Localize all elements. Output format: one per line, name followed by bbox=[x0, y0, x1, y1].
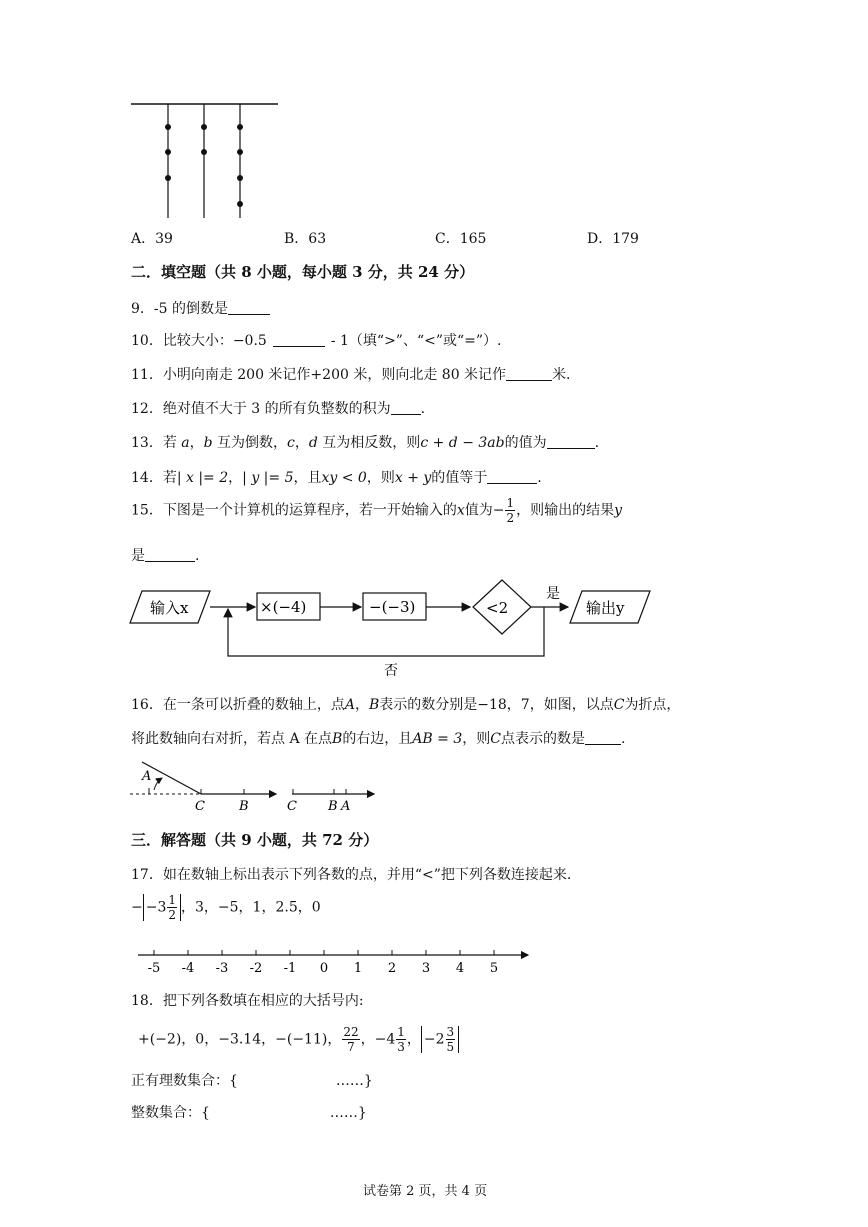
number-line-label: 3 bbox=[421, 961, 431, 976]
flow-input-label: 输入x bbox=[150, 599, 189, 617]
flow-yes-label: 是 bbox=[546, 586, 560, 602]
fraction-1-3: $\frac{1}{3}$ bbox=[397, 1025, 405, 1054]
number-line-label: -4 bbox=[181, 961, 195, 976]
set-positive-rational[interactable]: 正有理数集合：{ ……} bbox=[131, 1073, 373, 1089]
absolute-mixed-number: −2 $\frac{3}{5}$ bbox=[421, 1026, 459, 1053]
question-17: 17．如在数轴上标出表示下列各数的点，并用“<”把下列各数连接起来. bbox=[131, 867, 572, 883]
fraction-22-7: $\frac{22}{7}$ bbox=[343, 1025, 359, 1054]
fold-label-b2: B bbox=[328, 799, 338, 814]
page-footer: 试卷第 2 页，共 4 页 bbox=[363, 1184, 488, 1199]
question-15-line2: 是 . bbox=[131, 548, 200, 564]
option-b[interactable]: B．63 bbox=[284, 231, 327, 247]
answer-blank-13[interactable] bbox=[547, 434, 595, 449]
section-2-title: 二．填空题（共 8 小题，每小题 3 分，共 24 分） bbox=[131, 263, 475, 281]
abacus-figure bbox=[128, 98, 282, 222]
question-10: 10．比较大小：−0.5 - 1（填“>”、“<”或“=”）. bbox=[131, 333, 502, 349]
number-line-label: 1 bbox=[353, 961, 363, 976]
number-line bbox=[128, 944, 538, 978]
question-12: 12．绝对值不大于 3 的所有负整数的积为 . bbox=[131, 401, 426, 417]
question-9: 9．-5 的倒数是 bbox=[131, 298, 270, 318]
flow-decision-label: <2 bbox=[486, 599, 509, 617]
question-14: 14．若| x |= 2，| y |= 5，且xy < 0，则x + y的值等于 . bbox=[131, 470, 542, 486]
flow-output-label: 输出y bbox=[586, 599, 625, 617]
question-18-numbers: +(−2)，0，−3.14，−(−11)， $\frac{22}{7}$ ，−4 $\frac{1}{3}$ ， −2 $\frac{3}{5}$ bbox=[138, 1026, 459, 1053]
number-line-label: -1 bbox=[283, 961, 297, 976]
section-3-title: 三．解答题（共 9 小题，共 72 分） bbox=[131, 831, 379, 849]
question-15: 15．下图是一个计算机的运算程序，若一开始输入的x值为− $\frac{1}{2}$ ，则输出的结果y bbox=[131, 496, 623, 525]
fold-number-line-figure bbox=[128, 756, 384, 814]
question-16-line2: 将此数轴向右对折，若点 A 在点B的右边，且AB = 3，则C点表示的数是 . bbox=[131, 731, 626, 747]
question-16: 16．在一条可以折叠的数轴上，点A，B表示的数分别是−18，7，如图，以点C为折点， bbox=[131, 697, 681, 713]
option-c[interactable]: C．165 bbox=[435, 231, 487, 247]
number-line-label: 2 bbox=[387, 961, 397, 976]
number-line-label: -5 bbox=[147, 961, 161, 976]
flow-no-label: 否 bbox=[384, 663, 398, 679]
flow-minus-label: −(−3) bbox=[369, 598, 416, 616]
set-integer[interactable]: 整数集合：{ ……} bbox=[131, 1105, 367, 1121]
answer-blank-12[interactable] bbox=[391, 400, 421, 415]
flowchart bbox=[128, 576, 658, 680]
question-11: 11．小明向南走 200 米记作+200 米，则向北走 80 米记作 米. bbox=[131, 367, 571, 383]
answer-blank-10[interactable] bbox=[273, 332, 325, 347]
fold-label-b: B bbox=[239, 799, 249, 814]
question-17-numbers: − −3 $\frac{1}{2}$ ，3，−5，1，2.5，0 bbox=[131, 893, 321, 922]
answer-blank-14[interactable] bbox=[487, 469, 537, 484]
absolute-value-expression: −3 $\frac{1}{2}$ bbox=[143, 894, 181, 921]
number-line-label: 0 bbox=[319, 961, 329, 976]
fold-label-c2: C bbox=[287, 799, 297, 814]
answer-blank-15[interactable] bbox=[145, 547, 195, 562]
fold-label-a2: A bbox=[341, 799, 351, 814]
option-a[interactable]: A．39 bbox=[131, 231, 173, 247]
answer-blank-16[interactable] bbox=[585, 730, 621, 745]
number-line-label: 4 bbox=[455, 961, 465, 976]
option-d[interactable]: D．179 bbox=[587, 231, 639, 247]
number-line-label: -3 bbox=[215, 961, 229, 976]
fold-label-a: A bbox=[142, 769, 152, 784]
answer-blank-11[interactable] bbox=[506, 366, 552, 381]
number-line-label: 5 bbox=[489, 961, 499, 976]
fraction-one-half: $\frac{1}{2}$ bbox=[506, 496, 515, 525]
question-18: 18．把下列各数填在相应的大括号内: bbox=[131, 993, 364, 1009]
flow-times-label: ×(−4) bbox=[260, 598, 307, 616]
fold-label-c: C bbox=[195, 799, 205, 814]
question-13: 13．若 a，b 互为倒数，c，d 互为相反数，则c + d − 3ab的值为 . bbox=[131, 435, 600, 451]
answer-blank-9[interactable] bbox=[228, 300, 270, 315]
number-line-label: -2 bbox=[249, 961, 263, 976]
